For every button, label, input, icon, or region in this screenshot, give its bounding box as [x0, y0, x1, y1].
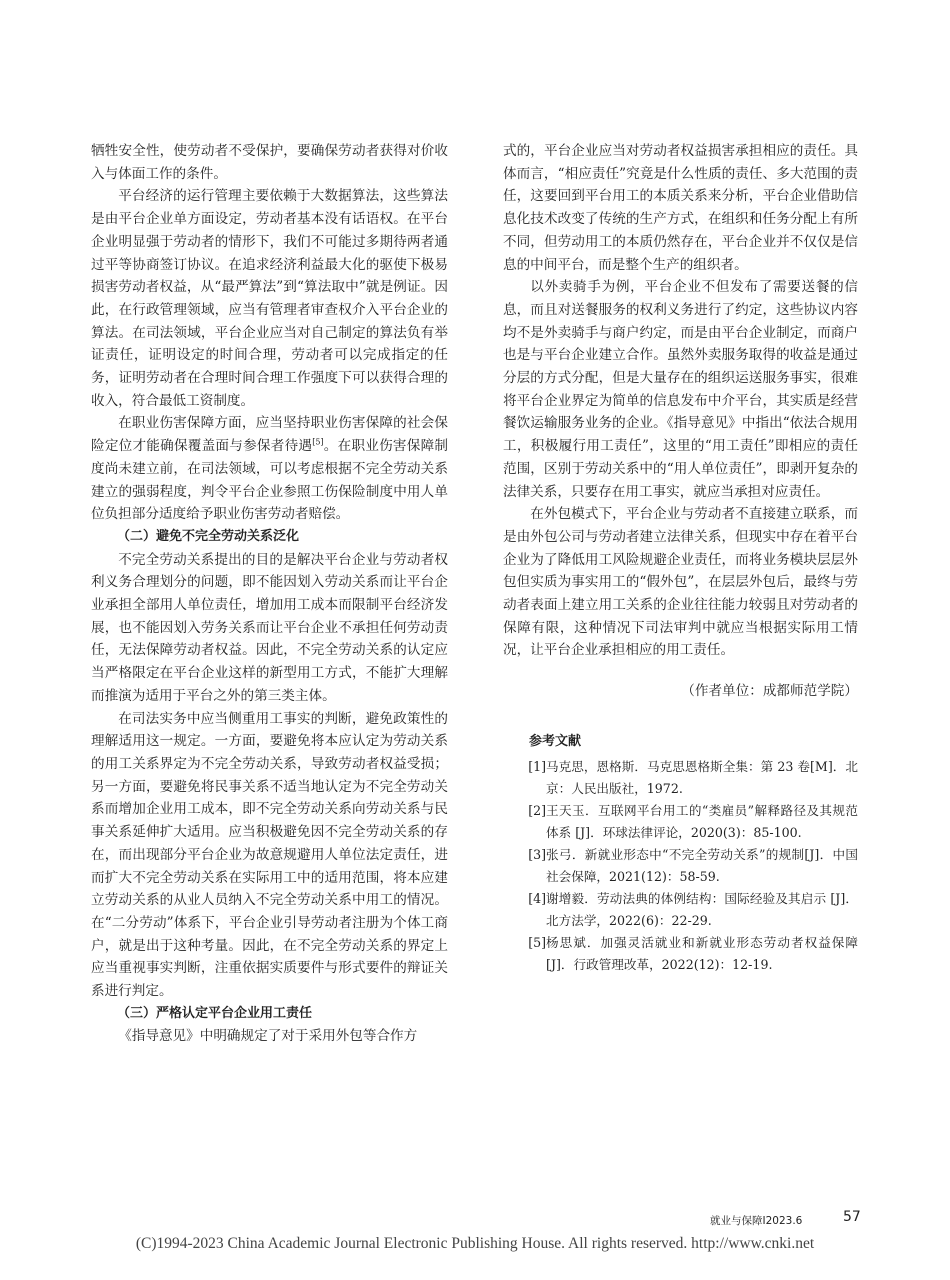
references-title: 参考文献: [529, 733, 582, 749]
section-heading: （三）严格认定平台企业用工责任: [117, 1005, 313, 1021]
reference-item: [528, 844, 858, 888]
paragraph: 在司法实务中应当侧重用工事实的判断，避免政策性的理解适用这一规定。一方面，要避免将本应认定为劳动关系的用工关系界定为不完全劳动关系，导致劳动者权益受损；另一方面，要避免将民事关系不适当地认定为不完全劳动关系而增加企业用工成本，即不完全劳动关系向劳动关系与民事关系延伸扩大适用。应当积极避免因不完全劳动关系的存在，而出现部分平台企业为故意规避用人单位法定责任，进而扩大不完全劳动关系在实际用工中的适用范围，将本应建立劳动关系的从业人员纳入不完全劳动关系中用工的情况。在“二分劳动”体系下，平台企业引导劳动者注册为个体工商户，就是出于这种考量。因此，在不完全劳动关系的界定上应当重视事实判断，注重依据实质要件与形式要件的辩证关系进行判定。: [91, 710, 448, 1000]
reference-item: [528, 888, 858, 932]
reference-item: [528, 800, 858, 844]
reference-text: 谢增毅．劳动法典的体例结构：国际经验及其启示 [J]．北方法学，2022(6)：22-29.: [546, 890, 858, 928]
paragraph: 以外卖骑手为例，平台企业不但发布了需要送餐的信息，而且对送餐服务的权利义务进行了约定，这些协议内容均不是外卖骑手与商户约定，而是由平台企业制定，而商户也是与平台企业建立合作。虽然外卖服务取得的收益是通过分层的方式分配，但是大量存在的组织运送服务事实，很难将平台企业界定为简单的信息发布中介平台，其实质是经营餐饮运输服务业务的企业。《指导意见》中指出“依法合规用工，积极履行用工责任”，这里的“用工责任”即相应的责任范围，区别于劳动关系中的“用人单位责任”，即剥开复杂的法律关系，只要存在用工事实，就应当承担对应责任。: [503, 279, 858, 500]
paragraph: 式的，平台企业应当对劳动者权益损害承担相应的责任。具体而言，“相应责任”究竟是什么性质的责任、多大范围的责任，这要回到平台用工的本质关系来分析，平台企业借助信息化技术改变了传统的生产方式，在组织和任务分配上有所不同，但劳动用工的本质仍然存在，平台企业并不仅仅是信息的中间平台，而是整个生产的组织者。: [503, 143, 858, 273]
journal-issue: 2023.6: [765, 1215, 803, 1227]
reference-number: [5]: [528, 934, 547, 950]
reference-item: [528, 932, 858, 976]
citation-marker: [5]: [312, 437, 324, 447]
reference-list: [503, 756, 858, 976]
journal-footer: [710, 1213, 802, 1228]
footer-separator: I: [762, 1215, 766, 1227]
author-affiliation: （作者单位：成都师范学院）: [681, 683, 858, 700]
reference-number: [3]: [528, 846, 547, 862]
copyright-notice: (C)1994-2023 China Academic Journal Electronic Publishing House. All rights reserved. http://www.cnki.net: [135, 1235, 815, 1252]
paragraph: 不完全劳动关系提出的目的是解决平台企业与劳动者权利义务合理划分的问题，即不能因划入劳动关系而让平台企业承担全部用人单位责任，增加用工成本而限制平台经济发展，也不能因划入劳务关系而让平台企业不承担任何劳动责任，无法保障劳动者权益。因此，不完全劳动关系的认定应当严格限定在平台企业这样的新型用工方式，不能扩大理解而推演为适用于平台之外的第三类主体。: [91, 551, 448, 704]
paragraph: 平台经济的运行管理主要依赖于大数据算法，这些算法是由平台企业单方面设定，劳动者基本没有话语权。在平台企业明显强于劳动者的情形下，我们不可能过多期待两者通过平等协商签订协议。在追求经济利益最大化的驱使下极易损害劳动者权益，从“最严算法”到“算法取中”就是例证。因此，在行政管理领域，应当有管理者审查权介入平台企业的算法。在司法领域，平台企业应当对自己制定的算法负有举证责任，证明设定的时间合理，劳动者可以完成指定的任务，证明劳动者在合理时间合理工作强度下可以获得合理的收入，符合最低工资制度。: [91, 188, 448, 409]
reference-number: [4]: [528, 890, 547, 906]
reference-number: [1]: [528, 758, 547, 774]
left-column: [91, 140, 448, 1048]
reference-text: 张弓．新就业形态中“不完全劳动关系”的规制[J]．中国社会保障，2021(12)：58-59.: [546, 846, 858, 884]
reference-text: 王天玉．互联网平台用工的“类雇员”解释路径及其规范体系 [J]．环球法律评论，2020(3)：85-100.: [546, 802, 858, 840]
right-column: [503, 140, 858, 976]
journal-name: 就业与保障: [710, 1215, 763, 1227]
reference-text: 马克思，恩格斯．马克思恩格斯全集：第 23 卷[M]．北京：人民出版社，1972.: [546, 758, 858, 796]
reference-item: [528, 756, 858, 800]
page-number: 57: [843, 1209, 861, 1225]
section-heading: （二）避免不完全劳动关系泛化: [117, 528, 300, 544]
paragraph: 《指导意见》中明确规定了对于采用外包等合作方: [118, 1028, 418, 1045]
paragraph: 牺牲安全性，使劳动者不受保护，要确保劳动者获得对价收入与体面工作的条件。: [91, 143, 448, 182]
reference-text: 杨思斌．加强灵活就业和新就业形态劳动者权益保障 [J]．行政管理改革，2022(12)：12-19.: [546, 934, 858, 972]
paragraph: [91, 412, 448, 526]
reference-number: [2]: [528, 802, 547, 818]
paragraph-text: 。在职业伤害保障制度尚未建立前，在司法领域，可以考虑根据不完全劳动关系建立的强弱程度，判令平台企业参照工伤保险制度中用人单位负担部分适度给予职业伤害劳动者赔偿。: [91, 438, 448, 523]
paragraph-text: 在职业伤害保障方面，应当坚持职业伤害保障的社会保险定位才能确保覆盖面与参保者待遇: [91, 415, 448, 455]
paragraph: 在外包模式下，平台企业与劳动者不直接建立联系，而是由外包公司与劳动者建立法律关系，但现实中存在着平台企业为了降低用工风险规避企业责任，而将业务模块层层外包但实质为事实用工的“假外包”，在层层外包后，最终与劳动者表面上建立用工关系的企业往往能力较弱且对劳动者的保障有限，这种情况下司法审判中就应当根据实际用工情况，让平台企业承担相应的用工责任。: [503, 506, 858, 659]
